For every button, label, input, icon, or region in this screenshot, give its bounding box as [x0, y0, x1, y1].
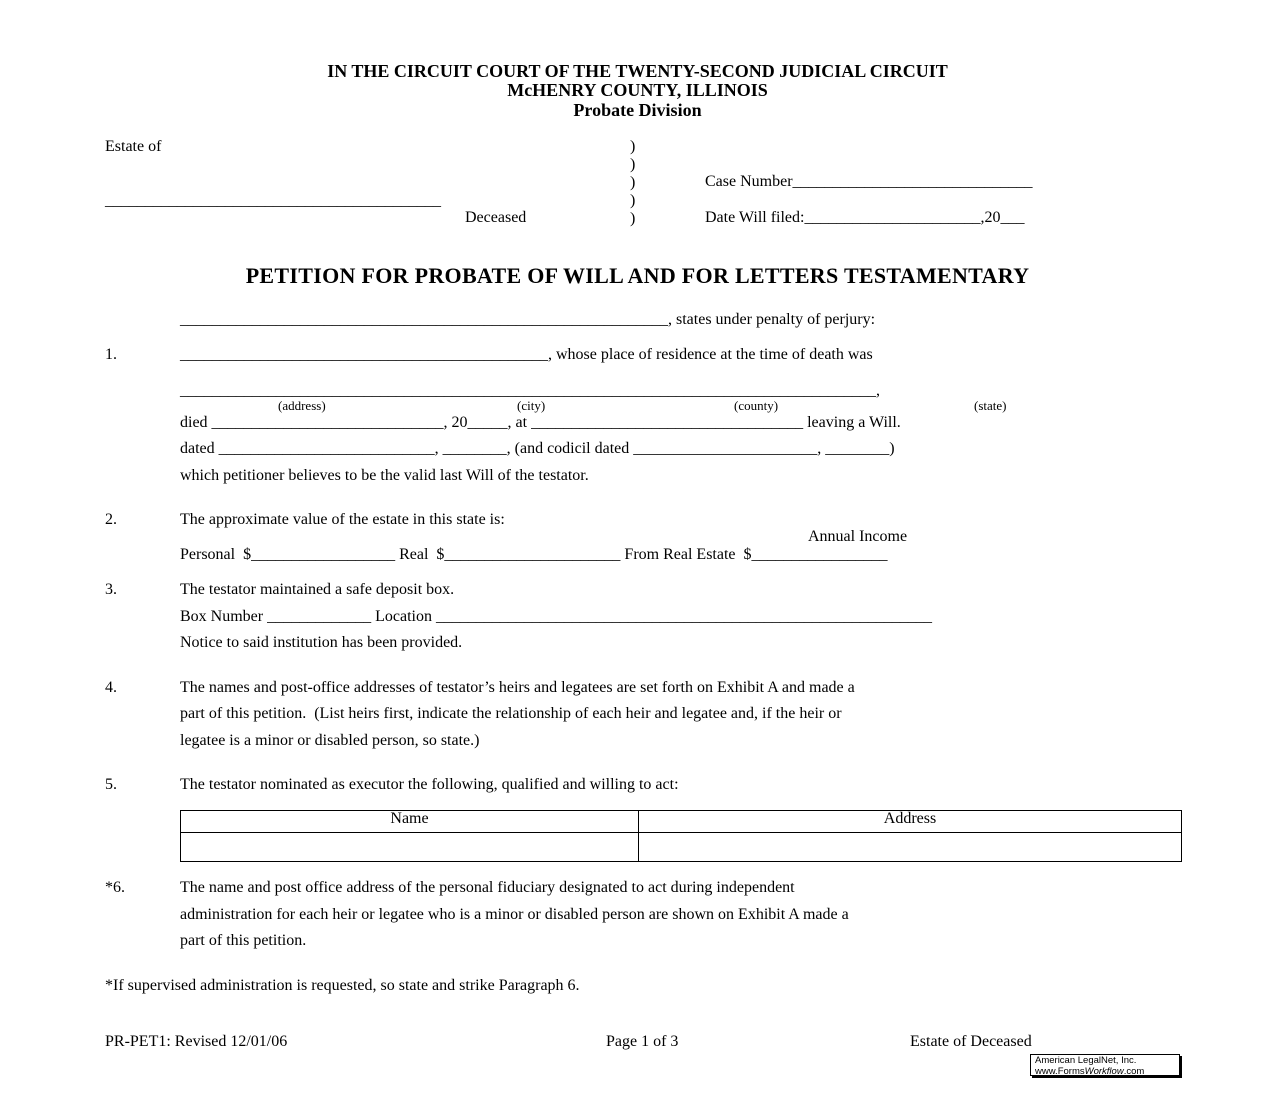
table-header-row	[181, 811, 1182, 833]
caption-paren: )	[630, 174, 636, 191]
county-heading: McHENRY COUNTY, ILLINOIS	[507, 80, 768, 100]
heirs-text-line: part of this petition. (List heirs first, indicate the relationship of each heir and legatee and, if the heir or	[180, 705, 842, 722]
caption-paren: )	[630, 192, 636, 209]
box-number-location-line: Box Number _____________ Location ______________________________________________________________	[180, 608, 932, 625]
fiduciary-text-line: The name and post office address of the personal fiduciary designated to act during independent	[180, 879, 795, 896]
address-column-header: Address	[639, 811, 1182, 833]
page-title: PETITION FOR PROBATE OF WILL AND FOR LETTERS TESTAMENTARY	[245, 263, 1030, 288]
annual-income-label: Annual Income	[808, 528, 908, 545]
paragraph-2-number: 2.	[105, 511, 117, 528]
table-row	[181, 833, 1182, 862]
supervised-administration-footnote: *If supervised administration is requested, so state and strike Paragraph 6.	[105, 977, 580, 994]
division-heading: Probate Division	[573, 100, 702, 120]
caption-paren: )	[630, 156, 636, 173]
heirs-text-line: legatee is a minor or disabled person, so state.)	[180, 732, 480, 749]
heirs-text-line: The names and post-office addresses of testator’s heirs and legatees are set forth on Exhibit A and made a	[180, 679, 855, 696]
city-caption: (city)	[517, 398, 546, 413]
residence-address-line: _______________________________________________________________________________________,	[180, 382, 880, 399]
date-will-filed-field: Date Will filed:______________________,20___	[705, 209, 1025, 226]
paragraph-4-number: 4.	[105, 679, 117, 696]
executor-table	[180, 810, 1182, 862]
decedent-residence-line: ______________________________________________, whose place of residence at the time of death was	[180, 346, 873, 363]
paragraph-5-number: 5.	[105, 776, 117, 793]
caption-paren: )	[630, 138, 636, 155]
paragraph-3-number: 3.	[105, 581, 117, 598]
footer-estate: Estate of Deceased	[910, 1033, 1032, 1050]
case-number-field: Case Number______________________________	[705, 173, 1033, 190]
executor-address-cell[interactable]	[639, 833, 1182, 862]
form-id: PR-PET1: Revised 12/01/06	[105, 1033, 288, 1050]
county-caption: (county)	[734, 398, 779, 413]
valid-will-statement: which petitioner believes to be the valid last Will of the testator.	[180, 467, 589, 484]
court-heading: IN THE CIRCUIT COURT OF THE TWENTY-SECOND JUDICIAL CIRCUIT	[327, 61, 948, 81]
estate-of-label: Estate of	[105, 138, 162, 155]
will-dated-line: dated ___________________________, ________, (and codicil dated _______________________, ________)	[180, 440, 895, 457]
publisher-logo	[1030, 1054, 1180, 1076]
name-column-header: Name	[181, 811, 639, 833]
decedent-name-line: __________________________________________	[105, 192, 441, 209]
estate-value-text: The approximate value of the estate in this state is:	[180, 511, 505, 528]
executor-text: The testator nominated as executor the following, qualified and willing to act:	[180, 776, 679, 793]
state-caption: (state)	[974, 398, 1007, 413]
deceased-label: Deceased	[465, 209, 527, 226]
logo-url: www.FormsWorkflow.com	[1035, 1065, 1145, 1077]
logo-company: American LegalNet, Inc.	[1035, 1055, 1137, 1066]
page-number: Page 1 of 3	[606, 1033, 679, 1050]
fiduciary-text-line: part of this petition.	[180, 932, 307, 949]
caption-paren: )	[630, 210, 636, 227]
died-line: died _____________________________, 20_____, at __________________________________ leaving a Will.	[180, 414, 901, 431]
petitioner-line: _____________________________________________________________, states under penalty of perjury:	[180, 311, 876, 328]
notice-provided-text: Notice to said institution has been provided.	[180, 634, 463, 651]
paragraph-6-number: *6.	[105, 879, 125, 896]
address-caption: (address)	[278, 398, 326, 413]
safe-deposit-text: The testator maintained a safe deposit box.	[180, 581, 455, 598]
estate-values-line: Personal $__________________ Real $______________________ From Real Estate $_________________	[180, 546, 888, 563]
fiduciary-text-line: administration for each heir or legatee who is a minor or disabled person are shown on Exhibit A made a	[180, 906, 849, 923]
paragraph-1-number: 1.	[105, 346, 117, 363]
executor-name-cell[interactable]	[181, 833, 639, 862]
